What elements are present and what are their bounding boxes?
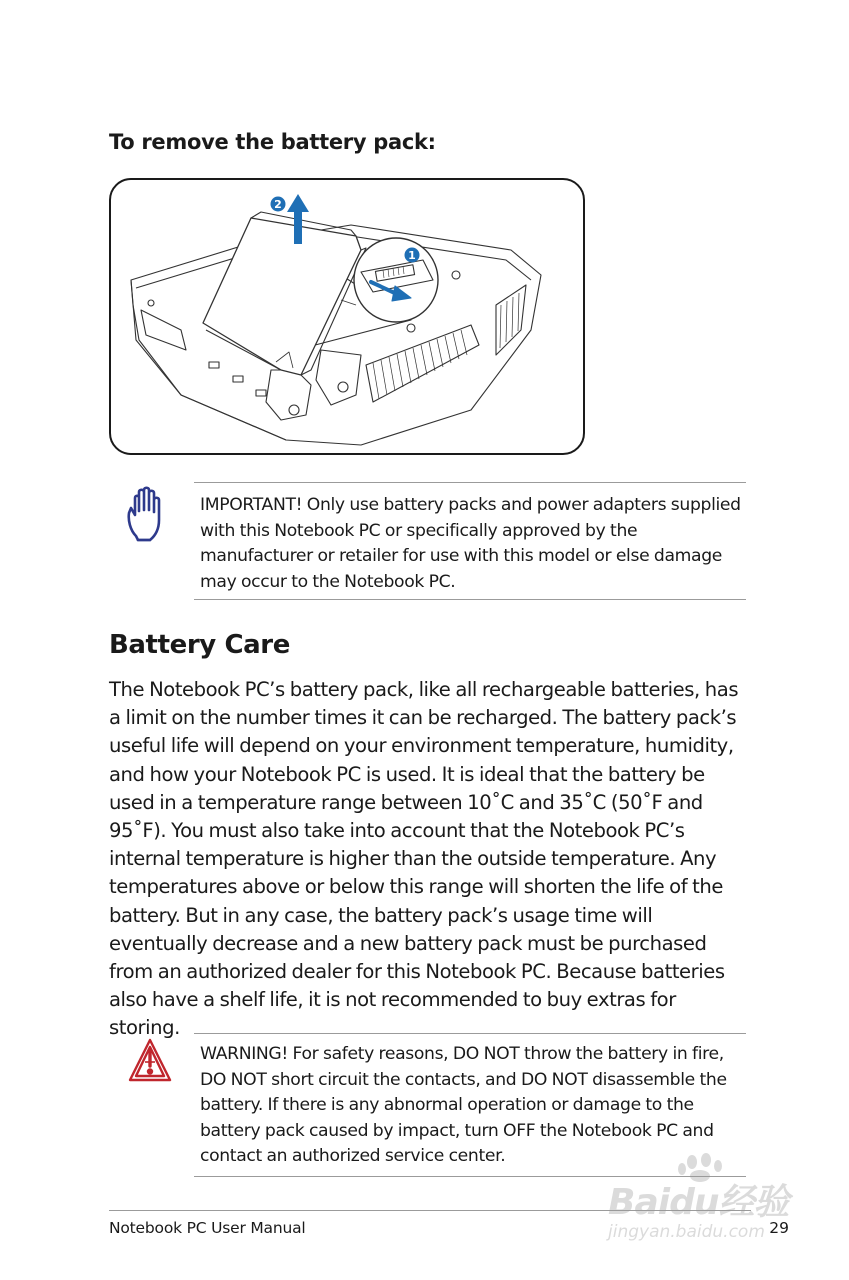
warning-triangle-icon — [127, 1036, 173, 1092]
footer-manual-title: Notebook PC User Manual — [109, 1219, 306, 1237]
watermark-brand: Baidu经验 — [608, 1182, 789, 1223]
important-notice-text: IMPORTANT! Only use battery packs and power adapters supplied with this Notebook PC or specifically approved by the manufacturer or retailer for use with this model or else damage may occur to the Notebook PC. — [200, 495, 741, 592]
hand-stop-icon — [126, 486, 166, 550]
battery-care-paragraph: The Notebook PC’s battery pack, like all rechargeable batteries, has a limit on the number times it can be recharged. The battery pack’s useful life will depend on your environment temperature, humidity, and how your Notebook PC is used. It is ideal that the battery be used in a temperature range between 10˚C and 35˚C (50˚F and 95˚F). You must also take into account that the Notebook PC’s internal temperature is higher than the outside temperature. Any temperatures above or below this range will shorten the life of the battery. But in any case, the battery pack’s usage time will eventually decrease and a new battery pack must be purchased from an authorized dealer for this Notebook PC. Because batteries also have a shelf life, it is not recommended to buy extras for storing. — [109, 678, 739, 1040]
watermark-url: jingyan.baidu.com — [608, 1222, 765, 1242]
callout-2: 2 — [274, 198, 282, 211]
important-notice — [194, 482, 746, 600]
section-title-battery-care: Battery Care — [109, 630, 290, 660]
battery-removal-illustration — [109, 178, 585, 455]
callout-1: 1 — [408, 249, 416, 262]
warning-notice-text: WARNING! For safety reasons, DO NOT throw the battery in fire, DO NOT short circuit the contacts, and DO NOT disassemble the battery. If there is any abnormal operation or damage to the battery pack caused by impact, turn OFF the Notebook PC and contact an authorized service center. — [200, 1044, 727, 1166]
warning-notice — [194, 1033, 746, 1177]
footer-divider — [109, 1210, 751, 1211]
page-number: 29 — [769, 1219, 789, 1237]
page-heading: To remove the battery pack: — [109, 130, 436, 154]
